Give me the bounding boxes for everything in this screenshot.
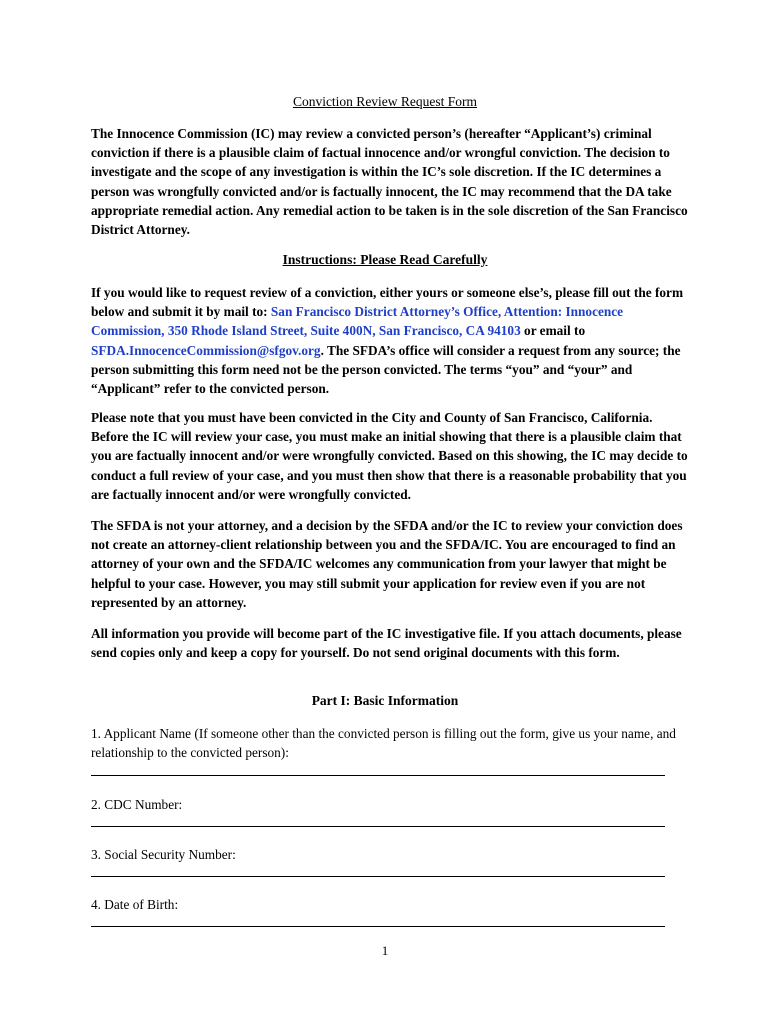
question-ssn: 3. Social Security Number: [91,847,236,862]
dob-field-line[interactable] [91,926,665,927]
instructions-text-1: If you would like to request review of a conviction, either yours or someone else’s, please fill out the form below and submit it by mail to: [91,285,684,320]
applicant-name-field-line[interactable] [91,775,665,776]
instructions-paragraph [91,283,691,398]
instructions-heading: Instructions: Please Read Carefully [282,252,488,267]
instructions-text-3: . The SFDA’s office will consider a request from any source; the person submitting this form need not be the person convicted. The terms “you” and “your” and “Applicant” refer to the convicted person. [91,342,681,397]
mailing-address: San Francisco District Attorney’s Office, Attention: Innocence Commission, 350 Rhode Island Street, Suite 400N, San Francisco, CA 94103 [91,304,624,339]
cdc-number-field-line[interactable] [91,826,665,827]
intro-paragraph: The Innocence Commission (IC) may review a convicted person’s (hereafter “Applicant’s) criminal conviction if there is a plausible claim of factual innocence and/or wrongful conviction. The decision to investigate and the scope of any investigation is within the IC’s sole discretion. If the IC determines a person was wrongfully convicted and/or is factually innocent, the IC may recommend that the DA take appropriate remedial action. Any remedial action to be taken is in the sole discretion of the San Francisco District Attorney. [91,126,688,238]
ssn-field-line[interactable] [91,876,665,877]
attorney-paragraph: The SFDA is not your attorney, and a decision by the SFDA and/or the IC to review your conviction does not create an attorney-client relationship between you and the SFDA/IC. You are encouraged to find an attorney of your own and the SFDA/IC welcomes any communication from your lawyer that might be helpful to your case. However, you may still submit your application for review even if you are not represented by an attorney. [91,518,683,610]
question-applicant-name: 1. Applicant Name (If someone other than the convicted person is filling out the form, give us your name, and relationship to the convicted person): [91,726,676,761]
information-paragraph: All information you provide will become part of the IC investigative file. If you attach documents, please send copies only and keep a copy for yourself. Do not send original documents with this form. [91,626,682,661]
question-dob: 4. Date of Birth: [91,897,179,912]
email-link[interactable]: SFDA.InnocenceCommission@sfgov.org [91,342,321,358]
question-cdc-number: 2. CDC Number: [91,797,183,812]
instructions-text-2: or email to [520,323,586,339]
page-number: 1 [381,943,389,958]
form-title: Conviction Review Request Form [292,94,478,109]
part1-heading: Part I: Basic Information [311,693,459,708]
conviction-note-paragraph: Please note that you must have been convicted in the City and County of San Francisco, California. Before the IC will review your case, you must make an initial showing that there is a plausible claim that you are factually innocent and/or were wrongfully convicted. Based on this showing, the IC may decide to conduct a full review of your case, and you must then show that there is a reasonable probability that you are factually innocent and/or were wrongfully convicted. [91,410,688,502]
